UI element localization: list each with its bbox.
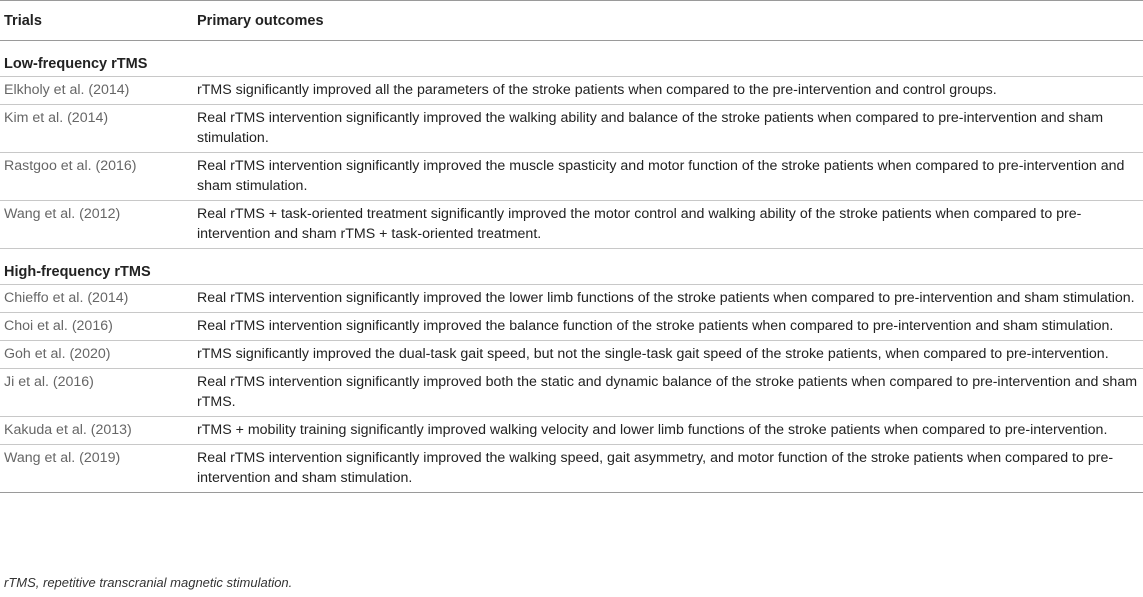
table-footnote: rTMS, repetitive transcranial magnetic stimulation. xyxy=(4,575,293,590)
trial-cell: Elkholy et al. (2014) xyxy=(0,77,193,105)
outcome-cell: rTMS significantly improved all the parameters of the stroke patients when compared to the pre-intervention and control groups. xyxy=(193,77,1143,105)
outcome-cell: Real rTMS intervention significantly improved the balance function of the stroke patients when compared to pre-intervention and sham stimulation. xyxy=(193,313,1143,341)
table-row xyxy=(0,417,1143,445)
table-row xyxy=(0,201,1143,249)
header-trials: Trials xyxy=(4,13,42,29)
table-row xyxy=(0,285,1143,313)
trial-cell: Ji et al. (2016) xyxy=(0,369,193,417)
trial-cell: Chieffo et al. (2014) xyxy=(0,285,193,313)
trial-cell: Wang et al. (2019) xyxy=(0,445,193,493)
outcome-cell: Real rTMS intervention significantly improved both the static and dynamic balance of the stroke patients when compared to pre-intervention and sham rTMS. xyxy=(193,369,1143,417)
table-row xyxy=(0,77,1143,105)
section-row-low-frequency xyxy=(0,41,1143,77)
outcome-cell: Real rTMS intervention significantly improved the lower limb functions of the stroke patients when compared to pre-intervention and sham stimulation. xyxy=(193,285,1143,313)
outcome-cell: Real rTMS intervention significantly improved the walking speed, gait asymmetry, and motor function of the stroke patients when compared to pre-intervention and sham stimulation. xyxy=(193,445,1143,493)
outcome-cell: rTMS + mobility training significantly improved walking velocity and lower limb functions of the stroke patients when compared to pre-intervention. xyxy=(193,417,1143,445)
trial-cell: Choi et al. (2016) xyxy=(0,313,193,341)
header-primary-outcomes: Primary outcomes xyxy=(197,13,324,29)
section-title: Low-frequency rTMS xyxy=(0,41,1143,77)
trial-cell: Goh et al. (2020) xyxy=(0,341,193,369)
outcome-cell: rTMS significantly improved the dual-task gait speed, but not the single-task gait speed of the stroke patients, when compared to pre-intervention. xyxy=(193,341,1143,369)
section-row-high-frequency xyxy=(0,249,1143,285)
trial-cell: Kakuda et al. (2013) xyxy=(0,417,193,445)
trial-cell: Kim et al. (2014) xyxy=(0,105,193,153)
outcome-cell: Real rTMS intervention significantly improved the walking ability and balance of the stroke patients when compared to pre-intervention and sham stimulation. xyxy=(193,105,1143,153)
outcome-cell: Real rTMS intervention significantly improved the muscle spasticity and motor function of the stroke patients when compared to pre-intervention and sham stimulation. xyxy=(193,153,1143,201)
table-row xyxy=(0,153,1143,201)
table-row xyxy=(0,313,1143,341)
table-row xyxy=(0,341,1143,369)
table-row xyxy=(0,369,1143,417)
section-title: High-frequency rTMS xyxy=(0,249,1143,285)
table-header-row xyxy=(0,1,1143,41)
outcome-cell: Real rTMS + task-oriented treatment significantly improved the motor control and walking ability of the stroke patients when compared to pre-intervention and sham rTMS + task-oriented treatment. xyxy=(193,201,1143,249)
trial-cell: Wang et al. (2012) xyxy=(0,201,193,249)
trial-cell: Rastgoo et al. (2016) xyxy=(0,153,193,201)
table-row xyxy=(0,445,1143,493)
table-row xyxy=(0,105,1143,153)
